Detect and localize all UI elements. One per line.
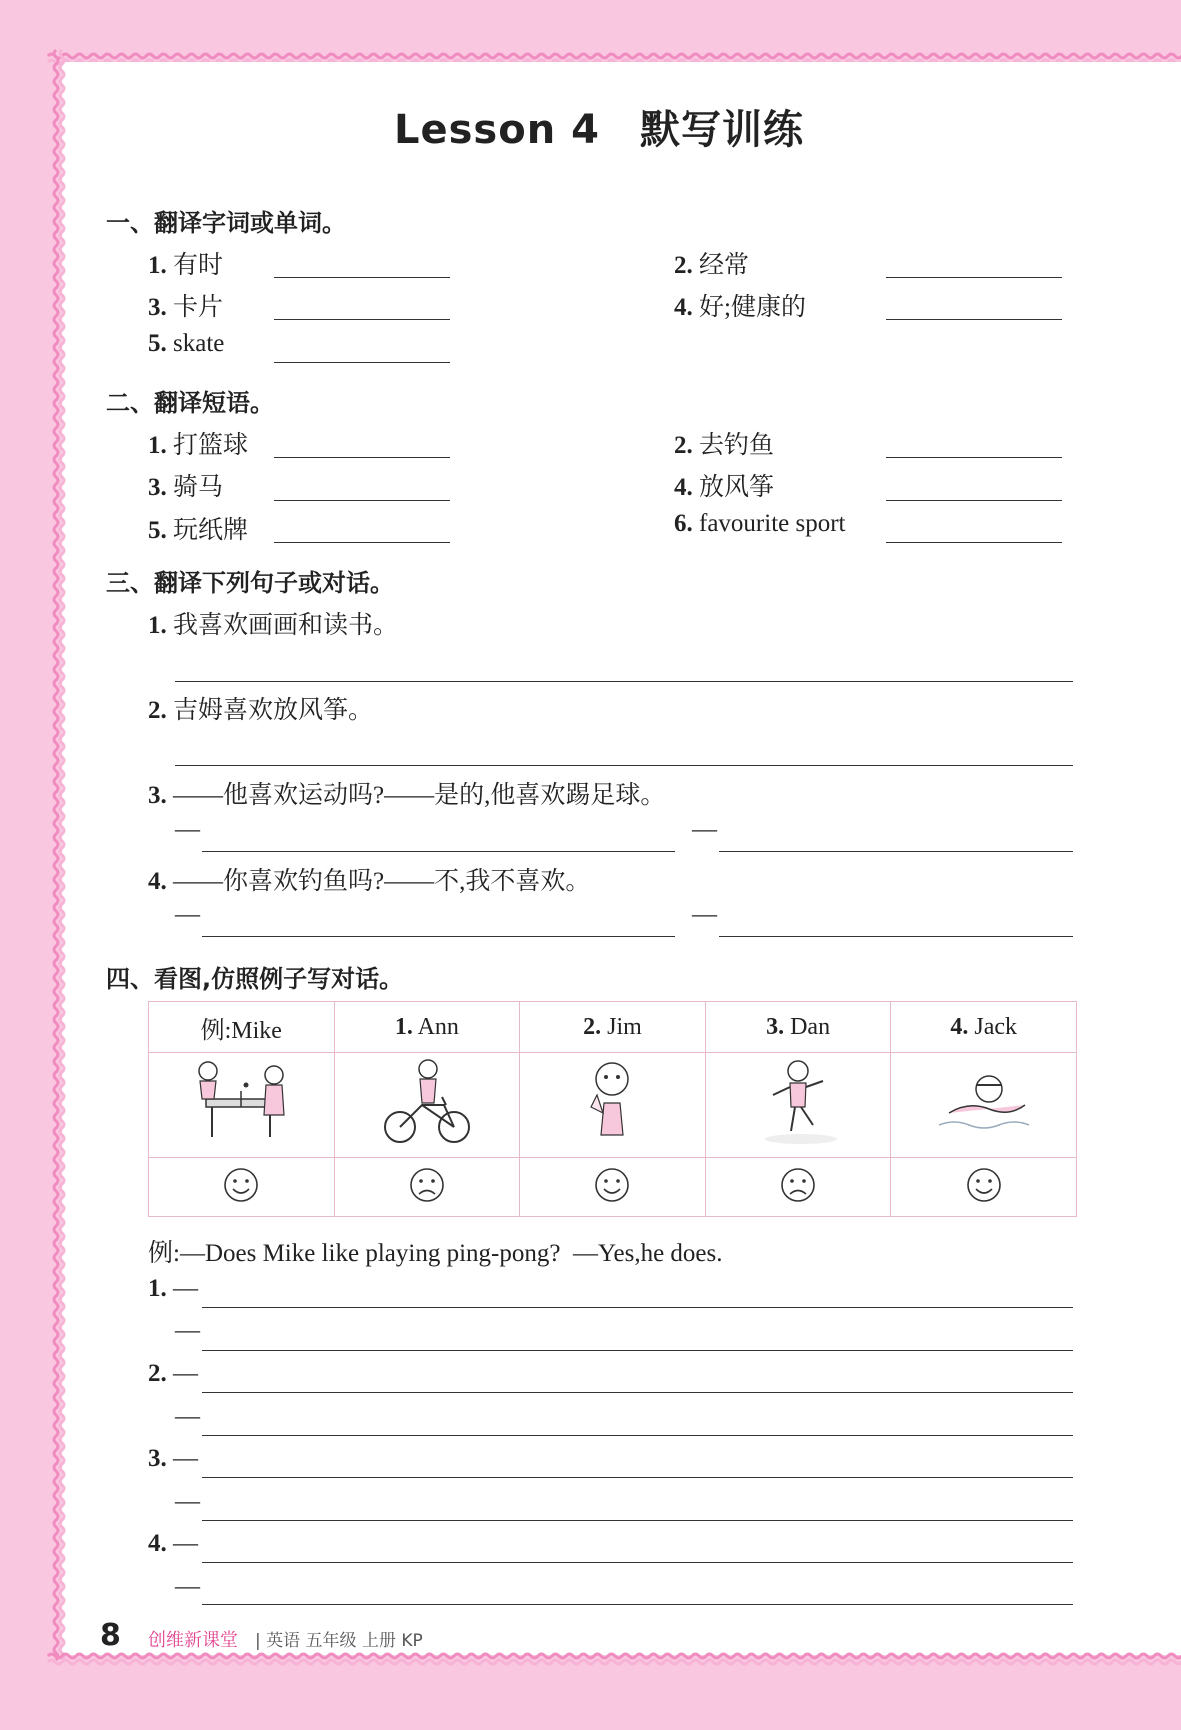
happy-face-icon — [149, 1158, 335, 1217]
answer-line-4b[interactable] — [202, 1604, 1073, 1605]
col-header-dan: 3. Dan — [705, 1002, 891, 1053]
answer-line-4a[interactable] — [202, 1562, 1073, 1563]
answer-dash-4b: — — [175, 1573, 200, 1600]
happy-face-icon — [520, 1158, 706, 1217]
s3-dash-4a: — — [175, 901, 200, 928]
page-number: 8 — [100, 1618, 121, 1653]
s2-item-1: 1. 打篮球 — [148, 432, 249, 459]
sad-face-icon — [334, 1158, 520, 1217]
col-header-jim: 2. Jim — [520, 1002, 706, 1053]
left-wave-border — [0, 0, 70, 1730]
answer-num-1: 1. — — [148, 1275, 198, 1302]
s3-answer-1[interactable] — [175, 681, 1073, 682]
s2-answer-3[interactable] — [274, 500, 450, 501]
s3-answer-4b[interactable] — [719, 936, 1073, 937]
s2-answer-2[interactable] — [886, 457, 1062, 458]
s1-item-1: 1. 有时 — [148, 252, 224, 279]
s2-item-5: 5. 玩纸牌 — [148, 517, 249, 544]
s2-answer-6[interactable] — [886, 542, 1062, 543]
title-lesson: Lesson 4 — [394, 107, 600, 153]
s1-item-5: 5. skate — [148, 330, 225, 357]
section1-heading: 一、翻译字词或单词。 — [106, 209, 346, 237]
s3-item-3: 3. ——他喜欢运动吗?——是的,他喜欢踢足球。 — [148, 782, 666, 809]
answer-dash-2b: — — [175, 1403, 200, 1430]
skating-illustration — [705, 1053, 891, 1158]
s2-item-4: 4. 放风筝 — [674, 474, 775, 501]
answer-line-3b[interactable] — [202, 1520, 1073, 1521]
s3-item-2: 2. 吉姆喜欢放风筝。 — [148, 697, 374, 724]
example-dialogue: 例:—Does Mike like playing ping-pong? —Yes,he does. — [148, 1240, 723, 1267]
s2-answer-5[interactable] — [274, 542, 450, 543]
s3-dash-3b: — — [692, 816, 717, 843]
s2-item-6: 6. favourite sport — [674, 510, 846, 537]
bike-riding-illustration — [334, 1053, 520, 1158]
s3-answer-3a[interactable] — [202, 851, 675, 852]
answer-dash-1b: — — [175, 1317, 200, 1344]
answer-line-1b[interactable] — [202, 1350, 1073, 1351]
s2-item-2: 2. 去钓鱼 — [674, 432, 775, 459]
s3-answer-4a[interactable] — [202, 936, 675, 937]
s1-item-4: 4. 好;健康的 — [674, 294, 806, 321]
answer-line-3a[interactable] — [202, 1477, 1073, 1478]
answer-line-1a[interactable] — [202, 1307, 1073, 1308]
answer-num-3: 3. — — [148, 1445, 198, 1472]
s1-answer-3[interactable] — [274, 319, 450, 320]
section3-heading: 三、翻译下列句子或对话。 — [106, 569, 394, 597]
title-cn: 默写训练 — [639, 107, 804, 153]
answer-num-4: 4. — — [148, 1530, 198, 1557]
ping-pong-illustration — [149, 1053, 335, 1158]
s3-dash-4b: — — [692, 901, 717, 928]
s1-answer-5[interactable] — [274, 362, 450, 363]
swimming-illustration — [891, 1053, 1077, 1158]
page-title — [394, 98, 804, 155]
ice-cream-illustration — [520, 1053, 706, 1158]
worksheet-page — [62, 62, 1181, 1655]
s1-answer-1[interactable] — [274, 277, 450, 278]
s1-item-2: 2. 经常 — [674, 252, 750, 279]
col-header-example: 例:Mike — [149, 1002, 335, 1053]
section2-heading: 二、翻译短语。 — [106, 389, 274, 417]
answer-line-2b[interactable] — [202, 1435, 1073, 1436]
answer-dash-3b: — — [175, 1488, 200, 1515]
s1-item-3: 3. 卡片 — [148, 294, 224, 321]
col-header-jack: 4. Jack — [891, 1002, 1077, 1053]
happy-face-icon — [891, 1158, 1077, 1217]
answer-line-2a[interactable] — [202, 1392, 1073, 1393]
section4-heading: 四、看图,仿照例子写对话。 — [106, 965, 404, 993]
s1-answer-4[interactable] — [886, 319, 1062, 320]
s1-answer-2[interactable] — [886, 277, 1062, 278]
top-wave-border — [0, 0, 1181, 70]
s2-item-3: 3. 骑马 — [148, 474, 224, 501]
col-header-ann: 1. Ann — [334, 1002, 520, 1053]
picture-table — [148, 1001, 1077, 1217]
book-info: | 英语 五年级 上册 KP — [255, 1631, 423, 1651]
s3-item-1: 1. 我喜欢画画和读书。 — [148, 612, 399, 639]
s2-answer-4[interactable] — [886, 500, 1062, 501]
brand-name: 创维新课堂 — [148, 1630, 238, 1651]
s3-answer-3b[interactable] — [719, 851, 1073, 852]
s3-item-4: 4. ——你喜欢钓鱼吗?——不,我不喜欢。 — [148, 868, 591, 895]
s2-answer-1[interactable] — [274, 457, 450, 458]
s3-answer-2[interactable] — [175, 765, 1073, 766]
sad-face-icon — [705, 1158, 891, 1217]
s3-dash-3a: — — [175, 816, 200, 843]
answer-num-2: 2. — — [148, 1360, 198, 1387]
